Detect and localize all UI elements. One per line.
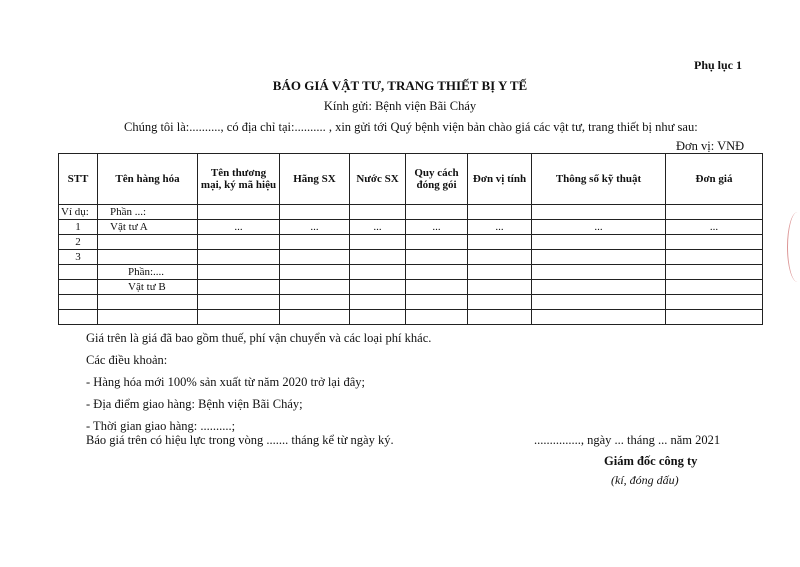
table-cell [350,205,406,220]
table-cell: Vật tư B [98,280,198,295]
table-cell [666,205,763,220]
header-unit: Đơn vị tính [468,154,532,205]
header-item-name: Tên hàng hóa [98,154,198,205]
table-cell [350,280,406,295]
table-cell [666,280,763,295]
table-row [59,295,763,310]
appendix-label: Phụ lục 1 [694,58,743,72]
table-cell [532,205,666,220]
intro-paragraph: Chúng tôi là:.........., có địa chỉ tại:.......... , xin gửi tới Quý bệnh viện bản chào giá các vật tư, trang thiết bị như sau: [124,120,698,134]
header-stt: STT [59,154,98,205]
quote-table [58,153,763,325]
table-cell: Vật tư A [98,220,198,235]
table-cell: Ví dụ: [59,205,98,220]
table-cell [406,205,468,220]
table-cell [198,235,280,250]
document-title: BÁO GIÁ VẬT TƯ, TRANG THIẾT BỊ Y TẾ [272,78,528,93]
table-row [59,250,763,265]
signature-note: (kí, đóng dấu) [611,473,679,487]
table-cell [350,310,406,325]
table-cell: ... [406,220,468,235]
table-row [59,280,763,295]
table-cell [468,250,532,265]
table-cell [468,310,532,325]
table-cell [666,235,763,250]
table-cell: Phần:.... [98,265,198,280]
table-cell: 2 [59,235,98,250]
table-cell: ... [532,220,666,235]
header-price: Đơn giá [666,154,763,205]
table-cell [468,205,532,220]
table-row [59,265,763,280]
table-cell [406,250,468,265]
table-cell [666,250,763,265]
table-cell [280,235,350,250]
table-cell: ... [350,220,406,235]
table-cell [98,295,198,310]
table-cell [280,310,350,325]
table-cell: 1 [59,220,98,235]
table-cell [532,235,666,250]
signature-date-line: ..............., ngày ... tháng ... năm 2021 [534,433,721,447]
table-cell [350,235,406,250]
table-cell [666,265,763,280]
table-cell [280,295,350,310]
table-cell [59,310,98,325]
table-cell [406,295,468,310]
table-cell [59,280,98,295]
table-cell [666,310,763,325]
validity-note: Báo giá trên có hiệu lực trong vòng ....... tháng kể từ ngày ký. [86,433,394,447]
recipient-line: Kính gửi: Bệnh viện Bãi Cháy [323,99,477,113]
table-row [59,310,763,325]
table-row [59,205,763,220]
table-cell: ... [198,220,280,235]
table-row [59,235,763,250]
table-cell [59,265,98,280]
table-cell [350,265,406,280]
table-cell: ... [468,220,532,235]
term-delivery-time: - Thời gian giao hàng: ..........; [86,419,236,433]
table-cell [59,295,98,310]
table-cell [198,280,280,295]
table-cell [98,235,198,250]
table-header-row [59,154,763,205]
signature-title: Giám đốc công ty [604,454,698,468]
table-cell [532,280,666,295]
table-cell [198,265,280,280]
header-packaging: Quy cách đóng gói [406,154,468,205]
table-cell [350,250,406,265]
header-manufacturer: Hãng SX [280,154,350,205]
table-cell [532,310,666,325]
table-cell [406,235,468,250]
table-cell [98,310,198,325]
table-cell [198,310,280,325]
table-cell [198,205,280,220]
table-cell: Phần ...: [98,205,198,220]
stamp-edge-mark [787,212,800,282]
table-cell [198,295,280,310]
table-cell [350,295,406,310]
table-cell [532,265,666,280]
table-cell [280,280,350,295]
header-country: Nước SX [350,154,406,205]
table-cell [406,280,468,295]
table-cell: 3 [59,250,98,265]
table-cell [468,235,532,250]
table-cell [406,265,468,280]
table-cell [280,250,350,265]
table-cell: ... [280,220,350,235]
term-goods: - Hàng hóa mới 100% sản xuất từ năm 2020 trở lại đây; [86,375,365,389]
table-cell [198,250,280,265]
table-cell [468,295,532,310]
terms-heading: Các điều khoản: [86,353,168,367]
table-cell [666,295,763,310]
currency-unit: Đơn vị: VNĐ [676,139,745,153]
table-cell [532,250,666,265]
table-cell [468,265,532,280]
term-delivery-place: - Địa điểm giao hàng: Bệnh viện Bãi Cháy; [86,397,303,411]
header-trade-name: Tên thương mại, ký mã hiệu [198,154,280,205]
header-specs: Thông số kỹ thuật [532,154,666,205]
table-cell: ... [666,220,763,235]
table-cell [406,310,468,325]
table-cell [280,205,350,220]
table-cell [280,265,350,280]
table-cell [532,295,666,310]
table-cell [468,280,532,295]
table-cell [98,250,198,265]
price-note: Giá trên là giá đã bao gồm thuế, phí vận chuyển và các loại phí khác. [86,331,432,345]
table-row [59,220,763,235]
